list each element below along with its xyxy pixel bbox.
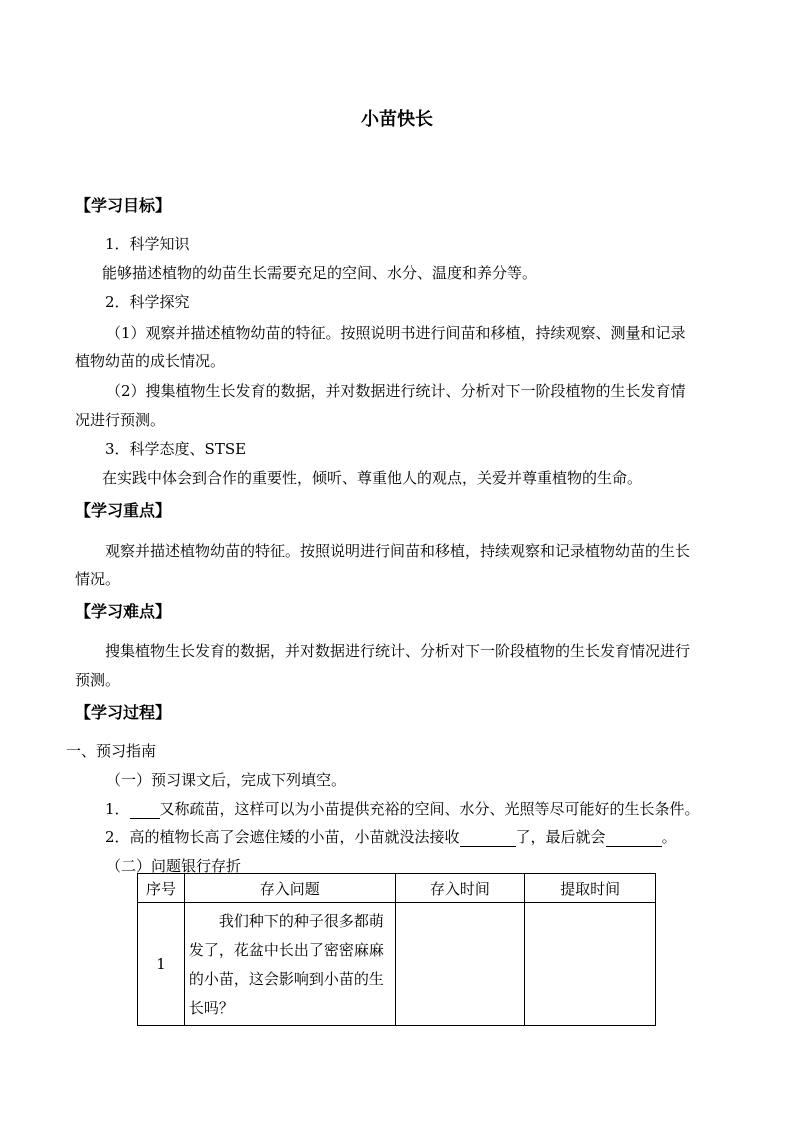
question-1-number: 1． (105, 800, 130, 818)
header-withdraw-time: 提取时间 (525, 874, 656, 903)
question-2-blank-2[interactable] (606, 830, 662, 847)
focus-line1: 观察并描述植物幼苗的特征。按照说明进行间苗和移植，持续观察和记录植物幼苗的生长 (105, 542, 691, 560)
focus-heading: 【学习重点】 (75, 501, 172, 520)
header-number: 序号 (138, 874, 185, 903)
objective-2-para2-line2: 况进行预测。 (75, 411, 166, 429)
objective-3-text: 在实践中体会到合作的重要性，倾听、尊重他人的观点，关爱并尊重植物的生命。 (102, 469, 643, 487)
question-2-text-a: 2．高的植物长高了会遮住矮的小苗，小苗就没法接收 (105, 828, 460, 846)
table-header-row (138, 874, 656, 903)
question-2-blank-1[interactable] (460, 830, 516, 847)
cell-withdraw-time[interactable] (525, 903, 656, 1026)
objective-1-text: 能够描述植物的幼苗生长需要充足的空间、水分、温度和养分等。 (102, 264, 538, 282)
objective-2-title: 2．科学探究 (105, 293, 190, 311)
objective-3-title: 3．科学态度、STSE (105, 440, 247, 458)
difficulty-line2: 预测。 (75, 671, 121, 689)
objective-2-para2-line1: （2）搜集植物生长发育的数据，并对数据进行统计、分析对下一阶段植物的生长发育情 (106, 382, 686, 400)
question-2 (105, 826, 677, 847)
cell-number: 1 (138, 903, 185, 1026)
question-1-text: 又称疏苗，这样可以为小苗提供充裕的空间、水分、光照等尽可能好的生长条件。 (159, 800, 700, 818)
cell-question: 我们种下的种子很多都萌发了，花盆中长出了密密麻麻的小苗，这会影响到小苗的生长吗？ (184, 903, 395, 1026)
cell-deposit-time[interactable] (395, 903, 525, 1026)
part1-instruction: （一）预习课文后，完成下列填空。 (106, 771, 347, 789)
part2-title: （二）问题银行存折 (106, 857, 242, 875)
objectives-heading: 【学习目标】 (75, 196, 172, 215)
difficulty-heading: 【学习难点】 (75, 602, 172, 621)
question-2-text-c: 。 (661, 828, 677, 846)
difficulty-line1: 搜集植物生长发育的数据，并对数据进行统计、分析对下一阶段植物的生长发育情况进行 (105, 642, 691, 660)
question-bank-table (137, 873, 656, 1026)
question-2-text-b: 了，最后就会 (515, 828, 606, 846)
header-question: 存入问题 (184, 874, 395, 903)
header-deposit-time: 存入时间 (395, 874, 525, 903)
table-row (138, 903, 656, 1026)
question-1-blank[interactable] (130, 802, 160, 819)
section-preview-guide: 一、预习指南 (66, 742, 157, 760)
process-heading: 【学习过程】 (75, 703, 172, 722)
question-1 (105, 798, 700, 819)
focus-line2: 情况。 (75, 570, 121, 588)
objective-2-para1-line2: 植物幼苗的成长情况。 (75, 352, 226, 370)
objective-1-title: 1．科学知识 (105, 235, 190, 253)
objective-2-para1-line1: （1）观察并描述植物幼苗的特征。按照说明书进行间苗和移植，持续观察、测量和记录 (106, 324, 686, 342)
page-title: 小苗快长 (361, 109, 433, 130)
